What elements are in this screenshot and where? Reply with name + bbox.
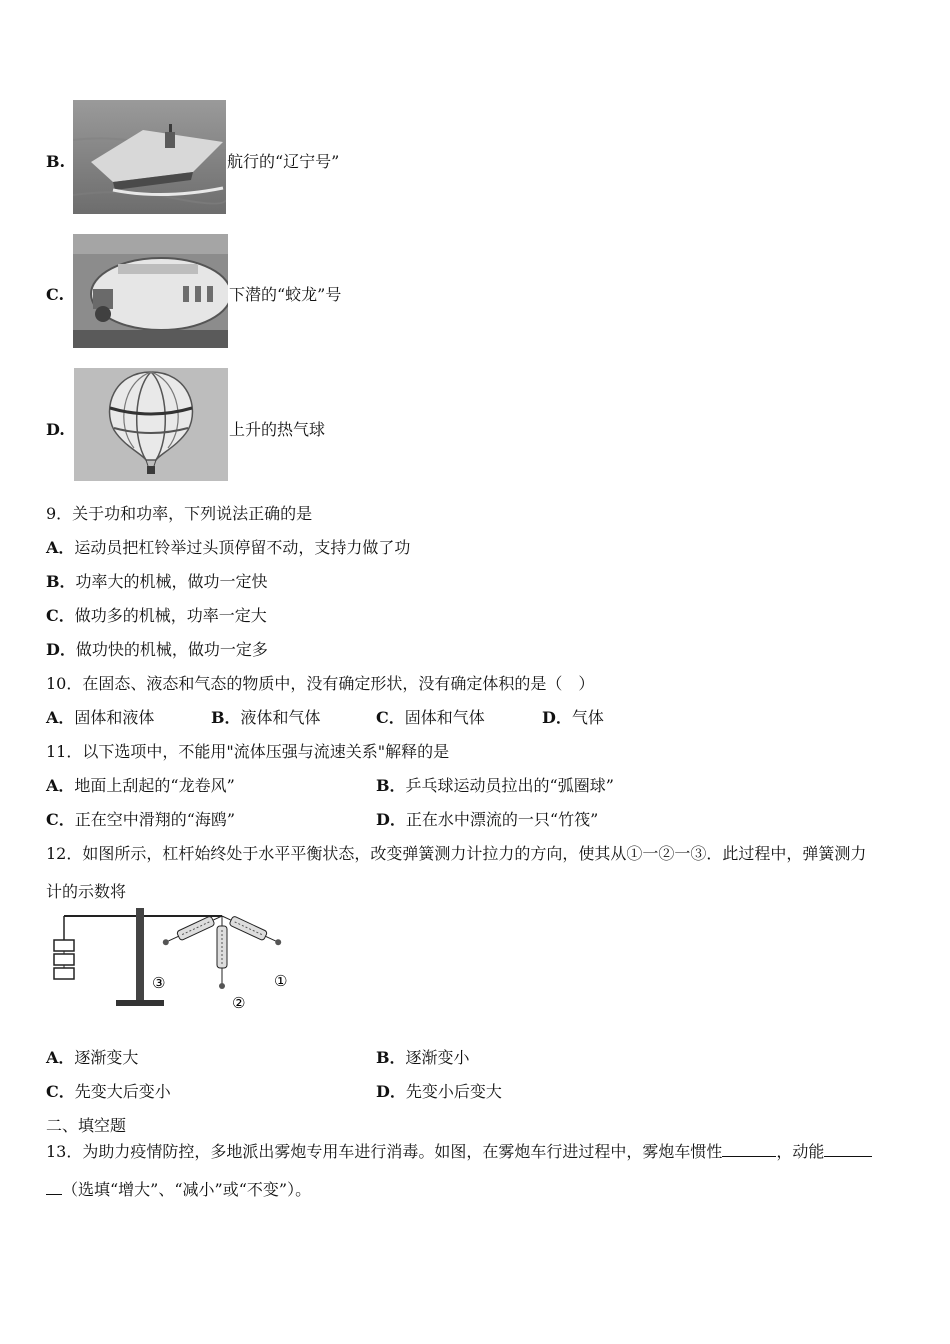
question-stem: 11．以下选项中，不能用"流体压强与流速关系"解释的是 — [46, 742, 450, 761]
label-1: ① — [274, 972, 288, 990]
option-label: A． — [46, 776, 75, 795]
option-label: C. — [46, 285, 65, 304]
option-label: B． — [46, 572, 76, 591]
hot-air-balloon-photo — [74, 368, 228, 481]
stem-text: ，动能 — [776, 1142, 825, 1161]
option-b — [376, 1048, 470, 1068]
option-text: 先变大后变小 — [74, 1082, 171, 1101]
option-d — [376, 1082, 502, 1102]
spring-scale-2 — [217, 916, 227, 989]
option-text: 乒乓球运动员拉出的“弧圈球” — [405, 776, 614, 795]
option-d — [46, 640, 268, 660]
option-label: C． — [46, 606, 75, 625]
option-label: B. — [46, 152, 66, 171]
option-text: 液体和气体 — [240, 708, 321, 727]
option-text: 运动员把杠铃举过头顶停留不动，支持力做了功 — [74, 538, 411, 557]
option-text: 正在空中滑翔的“海鸥” — [74, 810, 236, 829]
question-stem: 9．关于功和功率，下列说法正确的是 — [46, 504, 313, 523]
option-text: 逐渐变大 — [74, 1048, 139, 1067]
option-label: C． — [46, 810, 75, 829]
question-stem-line2: 计的示数将 — [46, 882, 127, 901]
option-b — [376, 776, 614, 796]
option-text: 气体 — [571, 708, 604, 727]
option-text: 功率大的机械，做功一定快 — [75, 572, 268, 591]
option-label: A． — [46, 708, 75, 727]
stem-text: （选填“增大”、“减小”或“不变”）。 — [62, 1180, 312, 1199]
option-d — [376, 810, 598, 830]
option-c — [46, 606, 267, 626]
option-label: B． — [376, 776, 406, 795]
option-caption: 航行的“辽宁号” — [227, 152, 340, 171]
option-label: B． — [376, 1048, 406, 1067]
option-a — [46, 708, 154, 728]
option-text: 固体和气体 — [404, 708, 485, 727]
label-3: ③ — [152, 974, 166, 992]
option-label: D． — [376, 810, 406, 829]
option-text: 固体和液体 — [74, 708, 155, 727]
answer-blank-2[interactable] — [824, 1142, 872, 1157]
option-d — [542, 708, 604, 728]
question-stem-line1: 12．如图所示，杠杆始终处于水平平衡状态，改变弹簧测力计拉力的方向，使其从①一②一③．此过程中，弹簧测力 — [46, 844, 867, 863]
option-label: A． — [46, 1048, 75, 1067]
section-title: 二、填空题 — [46, 1116, 127, 1135]
stem-text: 13．为助力疫情防控，多地派出雾炮专用车进行消毒。如图，在雾炮车行进过程中，雾炮车惯性 — [46, 1142, 723, 1161]
label-2: ② — [232, 994, 246, 1012]
aircraft-carrier-photo — [73, 100, 226, 214]
option-a — [46, 776, 235, 796]
option-label: C． — [376, 708, 405, 727]
option-label: D． — [542, 708, 572, 727]
question-stem: 10．在固态、液态和气态的物质中，没有确定形状，没有确定体积的是（ ） — [46, 674, 595, 693]
option-c — [46, 1082, 171, 1102]
option-text: 先变小后变大 — [405, 1082, 502, 1101]
answer-blank-1[interactable] — [722, 1142, 776, 1157]
option-label: A． — [46, 538, 75, 557]
option-b — [211, 708, 321, 728]
option-label: B． — [211, 708, 241, 727]
option-label: D. — [46, 420, 65, 439]
option-text: 做功多的机械，功率一定大 — [74, 606, 267, 625]
answer-blank-2-continued[interactable] — [46, 1180, 62, 1195]
option-text: 地面上刮起的“龙卷风” — [74, 776, 235, 795]
lever-support — [136, 908, 144, 1000]
option-b — [46, 572, 268, 592]
option-text: 做功快的机械，做功一定多 — [75, 640, 268, 659]
question-stem-line1 — [46, 1142, 872, 1162]
submersible-photo — [73, 234, 228, 348]
option-a — [46, 538, 410, 558]
question-stem-line2 — [46, 1180, 311, 1200]
option-label: D． — [46, 640, 76, 659]
option-c — [46, 810, 235, 830]
option-text: 逐渐变小 — [405, 1048, 470, 1067]
option-label: C． — [46, 1082, 75, 1101]
option-label: D． — [376, 1082, 406, 1101]
lever-base — [116, 1000, 164, 1006]
option-a — [46, 1048, 138, 1068]
option-caption: 上升的热气球 — [229, 420, 326, 439]
option-text: 正在水中漂流的一只“竹筏” — [405, 810, 599, 829]
lever-figure — [44, 908, 302, 1012]
option-caption: 下潜的“蛟龙”号 — [229, 285, 342, 304]
option-c — [376, 708, 485, 728]
